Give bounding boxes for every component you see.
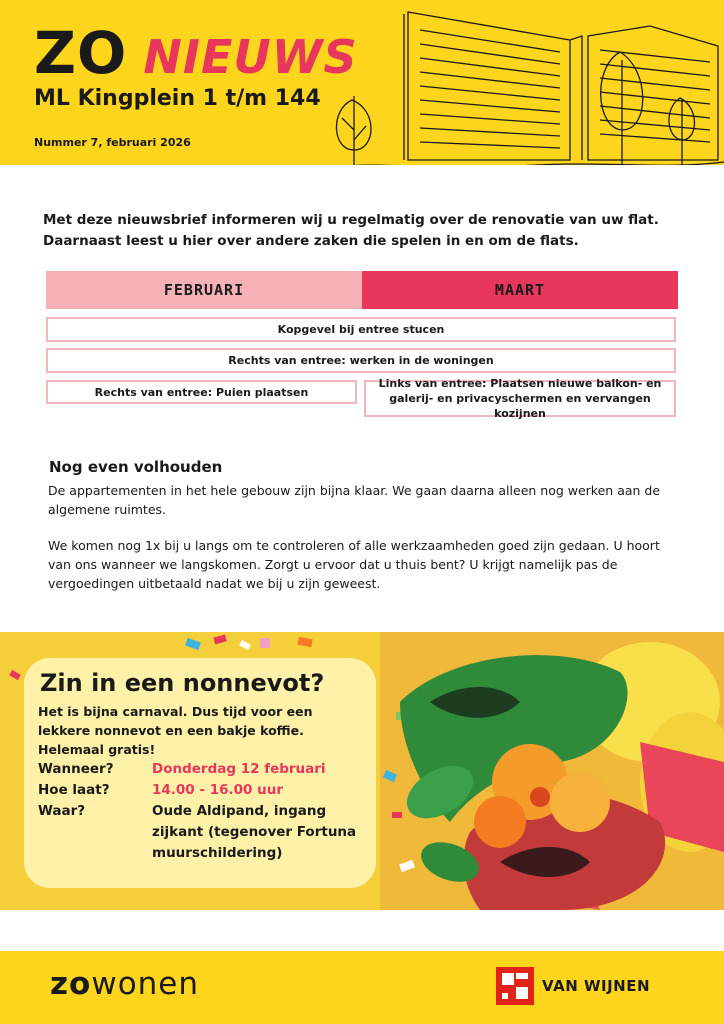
logo-zo: ZO xyxy=(34,19,128,87)
event-row-time xyxy=(38,780,362,801)
event-card xyxy=(24,658,376,888)
article-title: Nog even volhouden xyxy=(49,458,223,476)
event-title: Zin in een nonnevot? xyxy=(40,669,325,697)
zowonen-logo-light: wonen xyxy=(91,966,200,1002)
planning-task: Rechts van entree: Puien plaatsen xyxy=(46,380,357,404)
planning-task: Links van entree: Plaatsen nieuwe balkon- en galerij- en privacyschermen en vervangen kozijnen xyxy=(364,380,676,417)
event-description: Het is bijna carnaval. Dus tijd voor een lekkere nonnevot en een bakje koffie. Helemaal gratis! xyxy=(38,704,313,757)
page-footer xyxy=(0,951,724,1024)
event-value: Donderdag 12 februari xyxy=(152,761,326,777)
van-wijnen-mark-icon xyxy=(496,967,534,1005)
logo-nieuws: NIEUWS xyxy=(143,30,358,84)
page-subtitle: ML Kingplein 1 t/m 144 xyxy=(34,86,321,111)
zowonen-logo xyxy=(50,966,199,1002)
month-februari: FEBRUARI xyxy=(46,271,362,309)
planning-task: Rechts van entree: werken in de woningen xyxy=(46,348,676,373)
issue-number: Nummer 7, februari 2026 xyxy=(34,136,191,149)
event-row-when xyxy=(38,759,362,780)
building-sketch-illustration xyxy=(320,0,724,165)
newsletter-header xyxy=(0,0,724,165)
month-maart: MAART xyxy=(362,271,678,309)
event-row-where xyxy=(38,801,362,864)
article-paragraph: We komen nog 1x bij u langs om te controleren of alle werkzaamheden goed zijn gedaan. U hoort van ons wanneer we langskomen. Zorgt u ervoor dat u thuis bent? U krijgt namelijk pas de vergoedingen uitbetaald nadat we bij u zijn geweest. xyxy=(48,538,660,591)
van-wijnen-text: VAN WIJNEN xyxy=(542,977,651,995)
event-value: Oude Aldipand, ingang zijkant (tegenover Fortuna muurschildering) xyxy=(152,803,357,861)
newsletter-logo xyxy=(34,19,358,87)
intro-text: Met deze nieuwsbrief informeren wij u regelmatig over de renovatie van uw flat. Daarnaast leest u hier over andere zaken die spelen in en om de flats. xyxy=(43,212,659,249)
event-label: Hoe laat? xyxy=(38,782,110,798)
planning-months-bar xyxy=(46,271,678,309)
event-value: 14.00 - 16.00 uur xyxy=(152,782,283,798)
article-paragraph: De appartementen in het hele gebouw zijn bijna klaar. We gaan daarna alleen nog werken aan de algemene ruimtes. xyxy=(48,483,661,517)
zowonen-logo-bold: zo xyxy=(50,966,92,1002)
planning-task: Kopgevel bij entree stucen xyxy=(46,317,676,342)
event-label: Wanneer? xyxy=(38,761,114,777)
van-wijnen-logo xyxy=(496,967,650,1005)
event-label: Waar? xyxy=(38,803,86,819)
